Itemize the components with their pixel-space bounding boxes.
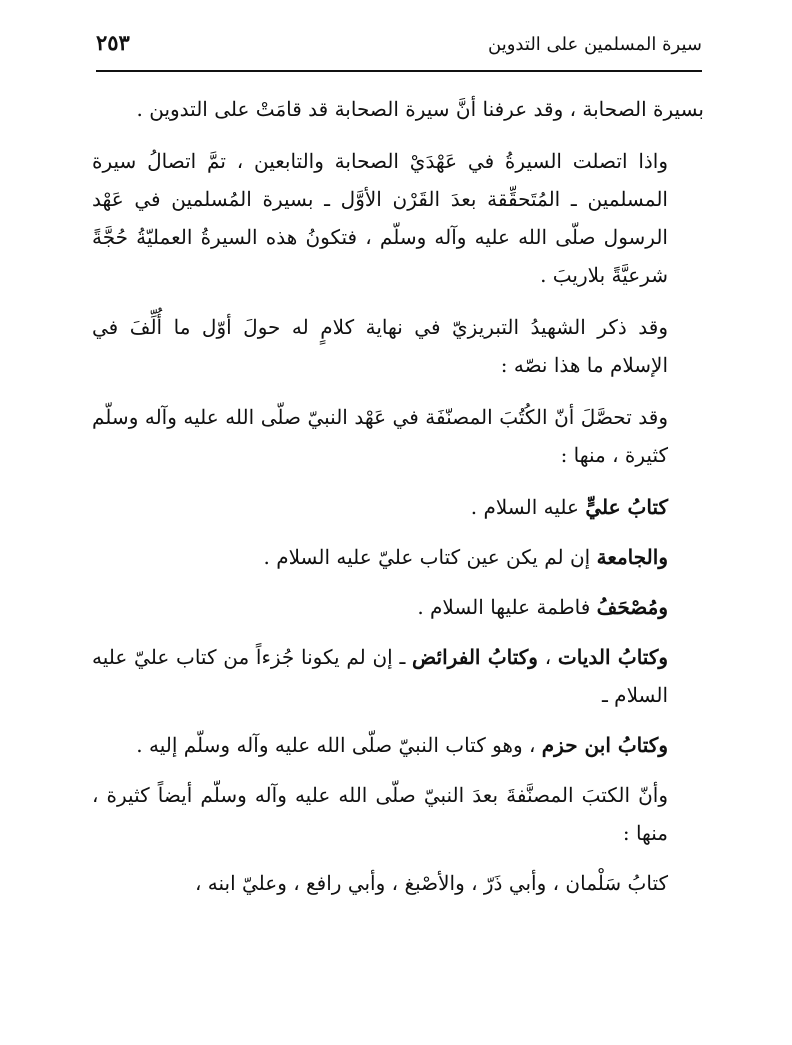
book-description: ، وهو كتاب النبيّ صلّى الله عليه وآله وسلّم إليه . (136, 733, 542, 757)
book-title: وكتابُ الفرائض (412, 645, 538, 669)
paragraph-continuation: بسيرة الصحابة ، وقد عرفنا أنَّ سيرة الصحابة قد قامَتْ على التدوين . (136, 97, 704, 121)
book-description: عليه السلام . (470, 495, 586, 519)
book-title: كتابُ عليٍّ (585, 495, 668, 519)
list-item (92, 488, 704, 526)
list-item (92, 588, 704, 626)
header-rule (96, 70, 702, 72)
book-description: إن لم يكن عين كتاب عليّ عليه السلام . (263, 545, 597, 569)
page-number: ٢٥٣ (96, 30, 130, 55)
running-title: سيرة المسلمين على التدوين (488, 34, 702, 55)
book-description: فاطمة عليها السلام . (417, 595, 597, 619)
list-item-companions-books: كتابُ سَلْمان ، وأبي ذَرّ ، والأصْبغ ، وأبي رافع ، وعليّ ابنه ، (194, 871, 668, 895)
paragraph-books-prophet-era: وقد تحصَّلَ أنّ الكُتُبَ المصنّفَة في عَهْد النبيّ صلّى الله عليه وآله وسلّم كثيرة ، منها : (92, 405, 668, 467)
list-item (92, 726, 704, 764)
page-body (92, 90, 704, 914)
page-header (96, 30, 702, 64)
book-title: وكتابُ الديات (557, 645, 669, 669)
book-title: ومُصْحَفُ (596, 595, 668, 619)
list-item (92, 538, 704, 576)
paragraph-books-after-prophet: وأنّ الكتبَ المصنَّفةَ بعدَ النبيّ صلّى الله عليه وآله وسلّم أيضاً كثيرة ، منها : (92, 783, 668, 845)
paragraph-tabrizi-quote-intro: وقد ذكر الشهيدُ التبريزيّ في نهاية كلامٍ له حولَ أوّل ما أُلِّفَ في الإسلام ما هذا نصّه : (92, 315, 668, 377)
list-item (92, 638, 704, 714)
book-title: والجامعة (596, 545, 668, 569)
paragraph-sira-connection: واذا اتصلت السيرةُ في عَهْدَيْ الصحابة والتابعين ، تمَّ اتصالُ سيرة المسلمين ـ المُتَحقِّقة بعدَ القَرْن الأوَّل ـ بسيرة المُسلمين في عَهْد الرسول صلّى الله عليه وآله وسلّم ، فتكونُ هذه السيرةُ العمليّةُ حُجَّةً شرعيَّةً بلاريبَ . (92, 149, 668, 287)
book-title: وكتابُ ابن حزم (541, 733, 668, 757)
book-description: ـ إن لم يكونا جُزءاً من كتاب عليّ عليه السلام ـ (92, 645, 668, 707)
separator-text: ، (537, 645, 558, 669)
